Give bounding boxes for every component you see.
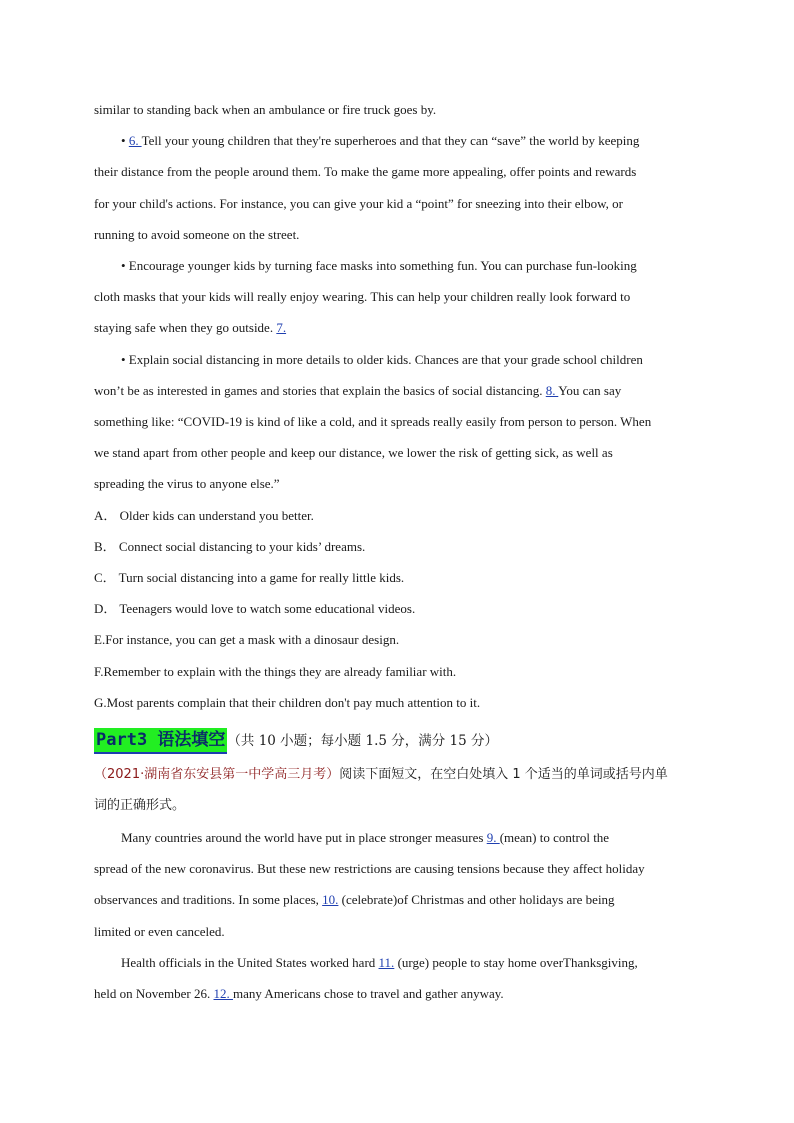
grammar-text: Health officials in the United States worked hard <box>121 955 379 970</box>
part3-scoring: （共 10 小题；每小题 1.5 分，满分 15 分） <box>227 733 498 749</box>
grammar-line <box>121 953 704 973</box>
blank-10: 10. <box>322 892 339 907</box>
bullet-6-text: Tell your young children that they're superheroes and that they can “save” the world by keeping <box>141 133 640 148</box>
grammar-text: (celebrate)of Christmas and other holidays are being <box>338 892 615 907</box>
bullet-7: • Encourage younger kids by turning face masks into something fun. You can purchase fun-looking <box>121 258 637 273</box>
grammar-line: spread of the new coronavirus. But these new restrictions are causing tensions because they affect holiday <box>94 861 645 876</box>
instruction-text: 阅读下面短文，在空白处填入 1 个适当的单词或括号内单 <box>339 767 668 782</box>
reading-line <box>94 381 704 401</box>
part3-instruction-cont: 词的正确形式。 <box>94 798 186 813</box>
grammar-line <box>121 828 704 848</box>
bullet-6 <box>121 131 704 151</box>
grammar-text: (mean) to control the <box>499 830 610 845</box>
reading-line: cloth masks that your kids will really enjoy wearing. This can help your children really look forward to <box>94 289 631 304</box>
reading-line: for your child's actions. For instance, you can give your kid a “point” for sneezing into their elbow, or <box>94 196 623 211</box>
reading-text: won’t be as interested in games and stories that explain the basics of social distancing. <box>94 383 546 398</box>
bullet-8: • Explain social distancing in more details to older kids. Chances are that your grade school children <box>121 352 643 367</box>
part3-heading <box>94 728 498 754</box>
option-g: G.Most parents complain that their children don't pay much attention to it. <box>94 695 481 710</box>
bullet-mark: • <box>121 133 129 148</box>
grammar-text: held on November 26. <box>94 986 214 1001</box>
question-source: （2021·湖南省东安县第一中学高三月考） <box>94 767 340 782</box>
reading-line: spreading the virus to anyone else.” <box>94 476 280 491</box>
reading-text: You can say <box>558 383 622 398</box>
option-a: A． Older kids can understand you better. <box>94 508 314 523</box>
grammar-text: (urge) people to stay home overThanksgiving, <box>394 955 638 970</box>
grammar-text: observances and traditions. In some places, <box>94 892 323 907</box>
reading-line: we stand apart from other people and keep our distance, we lower the risk of getting sick, as well as <box>94 445 613 460</box>
grammar-text: Many countries around the world have put in place stronger measures <box>121 830 487 845</box>
option-b: B． Connect social distancing to your kids’ dreams. <box>94 539 366 554</box>
part3-instruction <box>94 765 704 785</box>
reading-line <box>94 318 704 338</box>
reading-line: similar to standing back when an ambulance or fire truck goes by. <box>94 102 437 117</box>
blank-8: 8. <box>545 383 559 398</box>
blank-7: 7. <box>276 320 287 335</box>
option-f: F.Remember to explain with the things they are already familiar with. <box>94 664 457 679</box>
reading-line: running to avoid someone on the street. <box>94 227 300 242</box>
grammar-line <box>94 890 704 910</box>
option-d: D． Teenagers would love to watch some educational videos. <box>94 601 416 616</box>
reading-line: their distance from the people around them. To make the game more appealing, offer points and rewards <box>94 164 637 179</box>
grammar-text: many Americans chose to travel and gather anyway. <box>233 986 504 1001</box>
option-c: C． Turn social distancing into a game for really little kids. <box>94 570 405 585</box>
blank-6: 6. <box>128 133 142 148</box>
blank-9: 9. <box>486 830 500 845</box>
part3-badge: Part3 语法填空 <box>94 728 227 754</box>
reading-line: something like: “COVID-19 is kind of like a cold, and it spreads really easily from person to person. When <box>94 414 652 429</box>
blank-12: 12. <box>213 986 234 1001</box>
reading-text: staying safe when they go outside. <box>94 320 277 335</box>
grammar-line: limited or even canceled. <box>94 924 225 939</box>
option-e: E.For instance, you can get a mask with a dinosaur design. <box>94 632 400 647</box>
blank-11: 11. <box>378 955 395 970</box>
grammar-line <box>94 984 704 1004</box>
